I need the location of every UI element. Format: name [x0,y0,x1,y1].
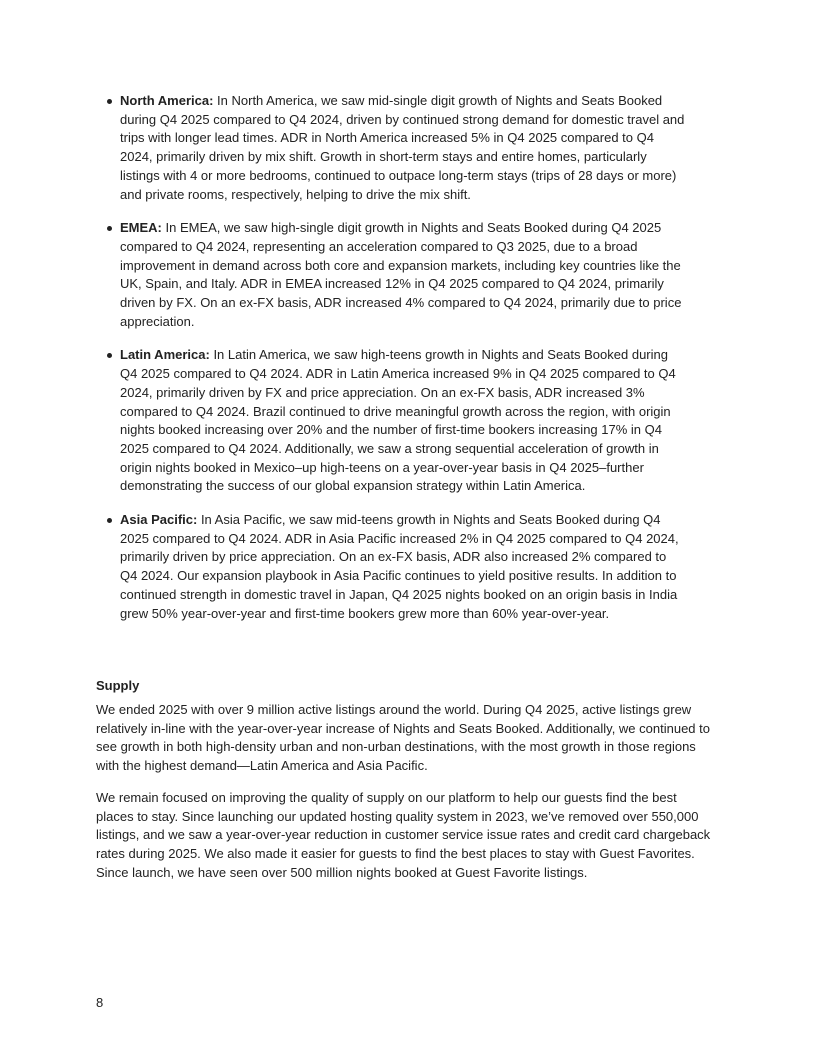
supply-body [96,701,716,895]
list-item-latin-america [96,346,686,496]
supply-paragraph-1: We ended 2025 with over 9 million active listings around the world. During Q4 2025, active listings grew relatively in-line with the year-over-year increase of Nights and Seats Booked. Additionally, we continued to see growth in both high-density urban and non-urban destinations, with the most growth in those regions with the highest demand—Latin America and Asia Pacific. [96,702,710,774]
supply-heading: Supply [96,678,140,693]
list-item-north-america [96,92,686,204]
bullet-title: Asia Pacific: [120,512,198,528]
page-number: 8 [96,995,104,1010]
regional-results-list [96,92,686,638]
bullet-text: In Asia Pacific, we saw mid-teens growth in Nights and Seats Booked during Q4 2025 compared to Q4 2024. ADR in Asia Pacific increased 2% in Q4 2025 compared to Q4 2024, primarily driven by price appreciation. On an ex-FX basis, ADR also increased 2% compared to Q4 2024. Our expansion playbook in Asia Pacific continues to yield positive results. In addition to continued strength in domestic travel in Japan, Q4 2025 nights booked on an origin basis in India grew 50% year-over-year and first-time bookers grew more than 60% year-over-year. [120,512,679,621]
list-item-asia-pacific [96,511,686,623]
bullet-title: North America: [120,93,214,108]
bullet-text: In EMEA, we saw high-single digit growth in Nights and Seats Booked during Q4 2025 compared to Q4 2024, representing an acceleration compared to Q3 2025, due to a broad improvement in demand across both core and expansion markets, including key countries like the UK, Spain, and Italy. ADR in EMEA increased 12% in Q4 2025 compared to Q4 2024, primarily driven by FX. On an ex-FX basis, ADR increased 4% compared to Q4 2024, primarily due to price appreciation. [120,220,682,329]
list-item-emea [96,219,686,331]
bullet-title: EMEA: [120,220,162,236]
bullet-text: In Latin America, we saw high-teens growth in Nights and Seats Booked during Q4 2025 compared to Q4 2024. ADR in Latin America increased 9% in Q4 2025 compared to Q4 2024, primarily driven by FX and price appreciation. On an ex-FX basis, ADR increased 3% compared to Q4 2024. Brazil continued to drive meaningful growth across the region, with origin nights booked increasing over 20% and the number of first-time bookers increasing 17% in Q4 2025 compared to Q4 2024. Additionally, we saw a strong sequential acceleration of growth in origin nights booked in Mexico–up high-teens on a year-over-year basis in Q4 2025–further demonstrating the success of our global expansion strategy within Latin America. [120,347,676,494]
bullet-text: In North America, we saw mid-single digit growth of Nights and Seats Booked during Q4 2025 compared to Q4 2024, driven by continued strong demand for domestic travel and trips with longer lead times. ADR in North America increased 5% in Q4 2025 compared to Q4 2024, primarily driven by mix shift. Growth in short-term stays and entire homes, particularly listings with 4 or more bedrooms, continued to outpace long-term stays (trips of 28 days or more) and private rooms, respectively, helping to drive the mix shift. [120,93,685,202]
supply-paragraph-2: We remain focused on improving the quality of supply on our platform to help our guests find the best places to stay. Since launching our updated hosting quality system in 2023, we’ve removed over 550,000 listings, and we saw a year-over-year reduction in customer service issue rates and credit card chargeback rates during 2025. We also made it easier for guests to find the best places to stay with Guest Favorites. Since launch, we have seen over 500 million nights booked at Guest Favorite listings. [96,789,711,880]
bullet-title: Latin America: [120,347,210,363]
